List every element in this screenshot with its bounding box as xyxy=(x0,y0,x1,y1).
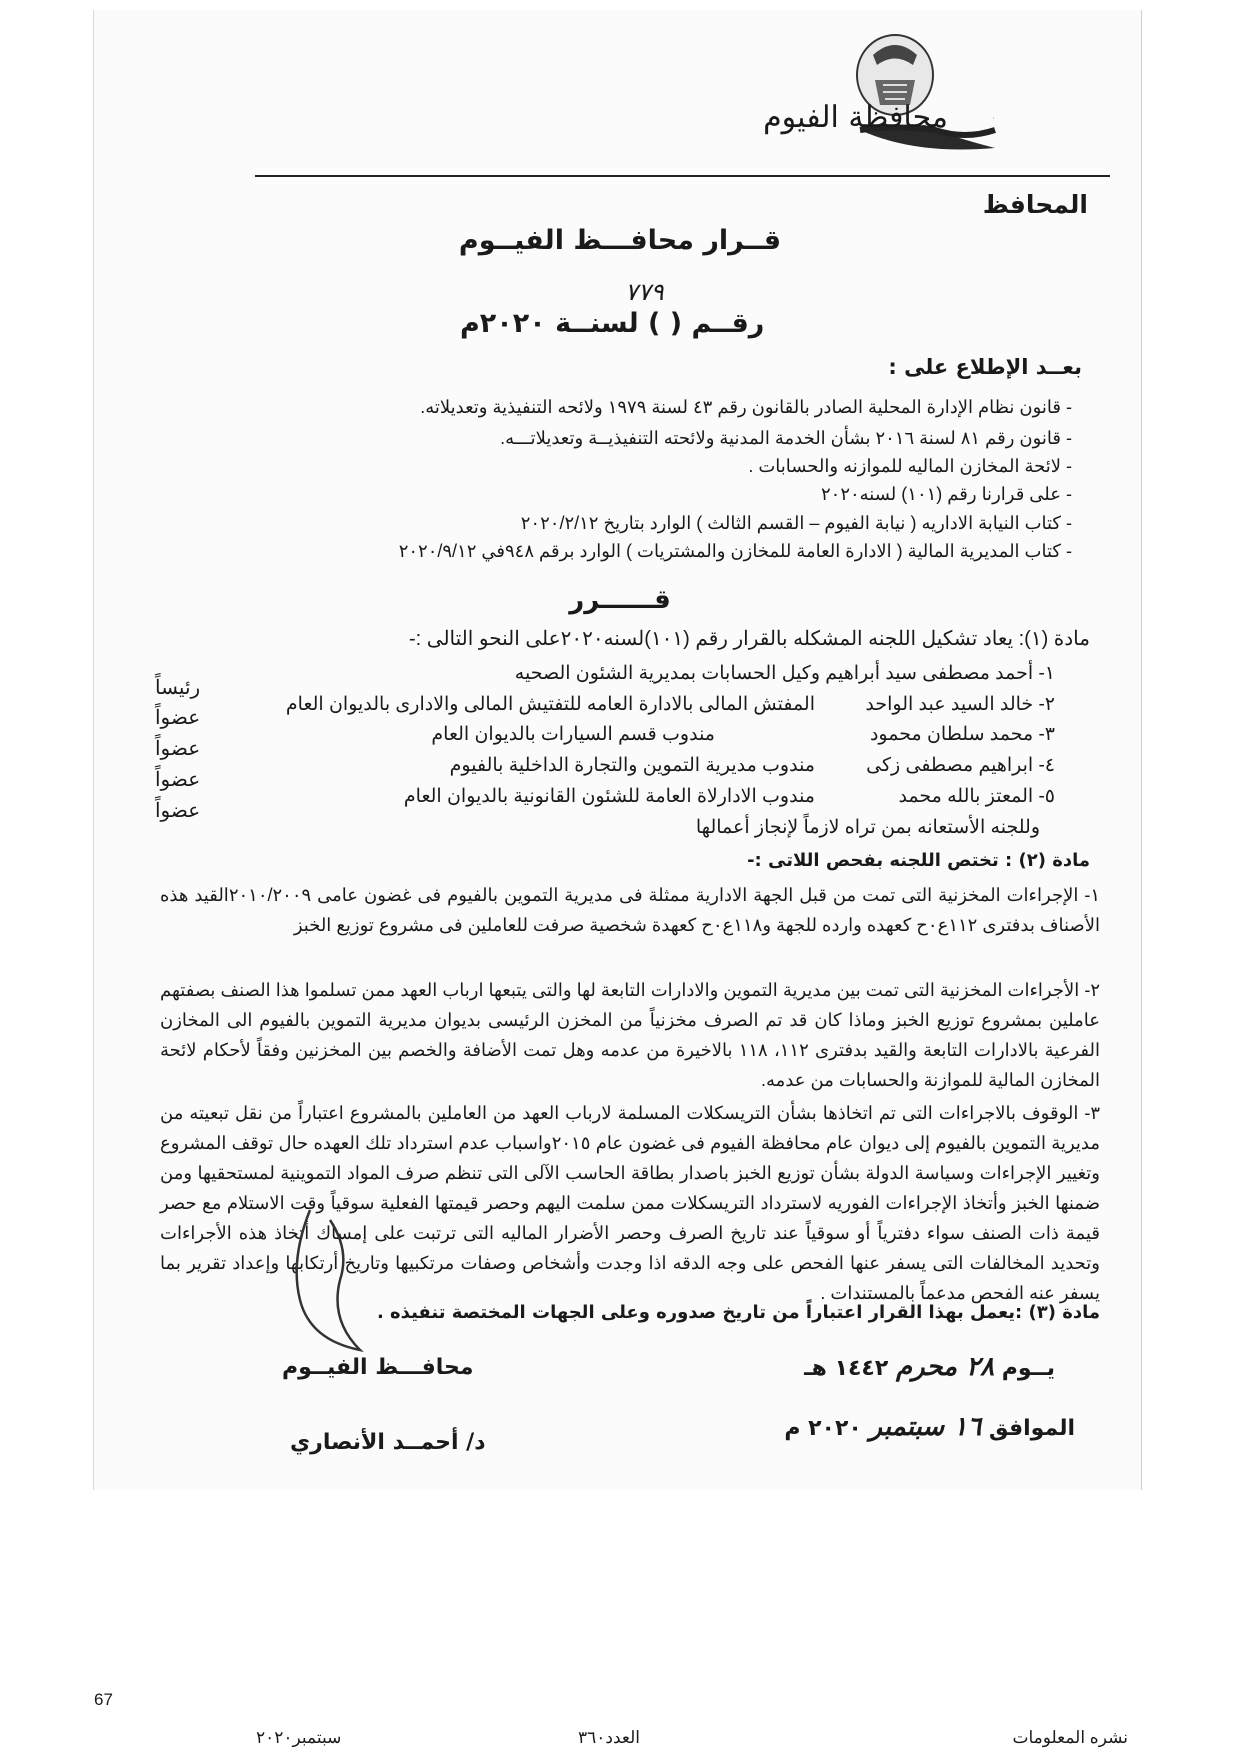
article-2-item: ٢- الأجراءات المخزنية التى تمت بين مديرية التموين والادارات التابعة لها والتى يتبعها ارباب العهد ممن تسلموا هذا الصنف بصفتهم عاملين بمشروع توزيع الخبز وماذا كان قد تم الصرف مخزنياً من المخزن الرئيسى بديوان مديرية التموين بالفيوم الى المخازن الفرعية بالادارات التابعة والقيد بدفترى ١١٢، ١١٨ بالاخيرة من عدمه وهل تمت الأضافة والخصم بين المخزنين وفقاً لأحكام لائحة المخازن المالية للموازنة والحسابات من عدمه. xyxy=(160,980,1101,1090)
gregorian-date-line xyxy=(784,1412,1075,1442)
member-role: عضواً xyxy=(155,769,201,791)
committee-member-row xyxy=(150,693,1055,723)
member-role: عضواً xyxy=(155,800,201,822)
organization-name: محافظة الفيوم xyxy=(763,100,948,135)
preamble-item: - كتاب النيابة الاداريه ( نيابة الفيوم – القسم الثالث ) الوارد بتاريخ ٢٠٢٠/٢/١٢ xyxy=(520,513,1072,533)
member-role: عضواً xyxy=(155,738,201,760)
member-name: ٤- ابراهيم مصطفى زكى xyxy=(866,755,1055,776)
preamble-item: - على قرارنا رقم (١٠١) لسنه٢٠٢٠ xyxy=(820,484,1072,504)
footer-month: سبتمبر٢٠٢٠ xyxy=(256,1728,342,1747)
member-name: ٣- محمد سلطان محمود xyxy=(869,724,1055,745)
governor-label: المحافظ xyxy=(982,190,1088,219)
governorate-seal-logo xyxy=(855,30,1100,155)
header-divider xyxy=(255,175,1110,177)
hijri-suffix: ١٤٤٢ هـ xyxy=(804,1356,889,1381)
svg-text:ˌ: ˌ xyxy=(993,113,995,120)
article-3: مادة (٣) :يعمل بهذا القرار اعتباراً من تاريخ صدوره وعلى الجهات المختصة تنفيذه . xyxy=(376,1302,1100,1323)
signatory-name: د/ أحمــد الأنصاري xyxy=(290,1430,486,1455)
preamble-item: - لائحة المخازن الماليه للموازنه والحسابات . xyxy=(748,456,1072,476)
committee-member-row xyxy=(150,785,1055,815)
committee-member-row xyxy=(150,723,1055,753)
hijri-date-line xyxy=(804,1352,1055,1382)
decree-number-text: رقــم ( ) لسنــة ٢٠٢٠م xyxy=(460,308,765,339)
greg-prefix: الموافق xyxy=(988,1416,1075,1441)
member-role: عضواً xyxy=(155,707,201,729)
hijri-prefix: يــوم xyxy=(1001,1356,1055,1381)
article-1: مادة (١): يعاد تشكيل اللجنه المشكله بالقرار رقم (١٠١)لسنه٢٠٢٠على النحو التالى :- xyxy=(409,628,1090,650)
preamble-item: - قانون رقم ٨١ لسنة ٢٠١٦ بشأن الخدمة المدنية ولائحته التنفيذيــة وتعديلاتـــه. xyxy=(500,428,1072,448)
preamble-heading: بعــد الإطلاع على : xyxy=(888,355,1082,379)
member-job: مندوب قسم السيارات بالديوان العام xyxy=(431,724,715,745)
footer-publication: نشره المعلومات xyxy=(1012,1728,1128,1747)
article-2-item: ١- الإجراءات المخزنية التى تمت من قبل الجهة الادارية ممثلة فى مديرية التموين بالفيوم فى غضون عامى ٢٠١٠/٢٠٠٩القيد هذه الأصناف بدفترى ١١٢ع٠ح كعهده وارده للجهة و١١٨ع٠ح كعهدة شخصية صرفت للعاملين فى مشروع توزيع الخبز xyxy=(160,885,1100,935)
greg-handwritten: ١٦ سبتمبر xyxy=(869,1412,982,1442)
committee-member-row xyxy=(150,754,1055,784)
preamble-item: - كتاب المديرية المالية ( الادارة العامة للمخازن والمشتريات ) الوارد برقم ٩٤٨في ٢٠٢٠/٩/١٢ xyxy=(398,541,1072,561)
member-name: ٢- خالد السيد عبد الواحد xyxy=(865,694,1055,715)
article-2-item: ٣- الوقوف بالاجراءات التى تم اتخاذها بشأن التريسكلات المسلمة لارباب العهد من العاملين بالمشروع اعتباراً من نقل تبعيته من مديرية التموين بالفيوم إلى ديوان عام محافظة الفيوم فى غضون عام ٢٠١٥واسباب عدم استرداد تلك العهده حال توقف المشروع وتغيير الإجراءات وسياسة الدولة بشأن توزيع الخبز باصدار بطاقة الحاسب الآلى التى تنظم صرف المواد التموينية لمستحقيها ومن ضمنها الخبز وأتخاذ الإجراءات الفوريه لاسترداد التريسكلات ممن سلمت اليهم وحصر قيمتها الفعلية سوقياً وقت الاستلام مع حصر قيمة ذات الصنف سواء دفترياً أو سوقياً عند تاريخ الصرف وحصر الأضرار الماليه التى ترتبت على إمساك أتخاذ هذه الأجراءات وتحديد المخالفات التى يسفر عنها الفحص على وجه الدقه اذا وجدت وأشخاص وصفات مرتكبيها وتاريخ أرتكابها وإعداد تقرير بما يسفر عنه الفحص مدعماً بالمستندات . xyxy=(160,1103,1100,1303)
greg-suffix: ٢٠٢٠ م xyxy=(784,1416,862,1441)
decree-title: قــرار محافـــظ الفيــوم xyxy=(458,225,782,256)
signatory-title: محافـــظ الفيــوم xyxy=(282,1355,474,1380)
committee-note: وللجنه الأستعانه بمن تراه لازماً لإنجاز أعمالها xyxy=(695,817,1040,838)
member-job: مندوب الادارلاة العامة للشئون القانونية بالديوان العام xyxy=(403,786,815,807)
hijri-handwritten: ٢٨ محرم xyxy=(895,1352,995,1382)
signature-scribble xyxy=(270,1200,430,1360)
member-name: ٥- المعتز بالله محمد xyxy=(898,786,1055,807)
page-number: 67 xyxy=(94,1690,113,1709)
decree-number-handwritten: ٧٧٩ xyxy=(625,278,664,306)
decision-heading: قــــــرر xyxy=(569,585,671,615)
preamble-item: - قانون نظام الإدارة المحلية الصادر بالقانون رقم ٤٣ لسنة ١٩٧٩ ولائحه التنفيذية وتعديلاته. xyxy=(420,397,1072,417)
decree-number-line xyxy=(460,308,764,339)
member-role: رئيساً xyxy=(155,677,201,699)
committee-member-row xyxy=(150,662,1055,692)
member-job: مندوب مديرية التموين والتجارة الداخلية بالفيوم xyxy=(449,755,815,776)
member-name: ١- أحمد مصطفى سيد أبراهيم وكيل الحسابات بمديرية الشئون الصحيه xyxy=(514,663,1055,684)
footer-issue: العدد٣٦٠ xyxy=(578,1728,641,1747)
article-2-heading: مادة (٢) : تختص اللجنه بفحص اللاتى :- xyxy=(747,850,1090,871)
member-job: المفتش المالى بالادارة العامه للتفتيش المالى والادارى بالديوان العام xyxy=(285,694,815,715)
